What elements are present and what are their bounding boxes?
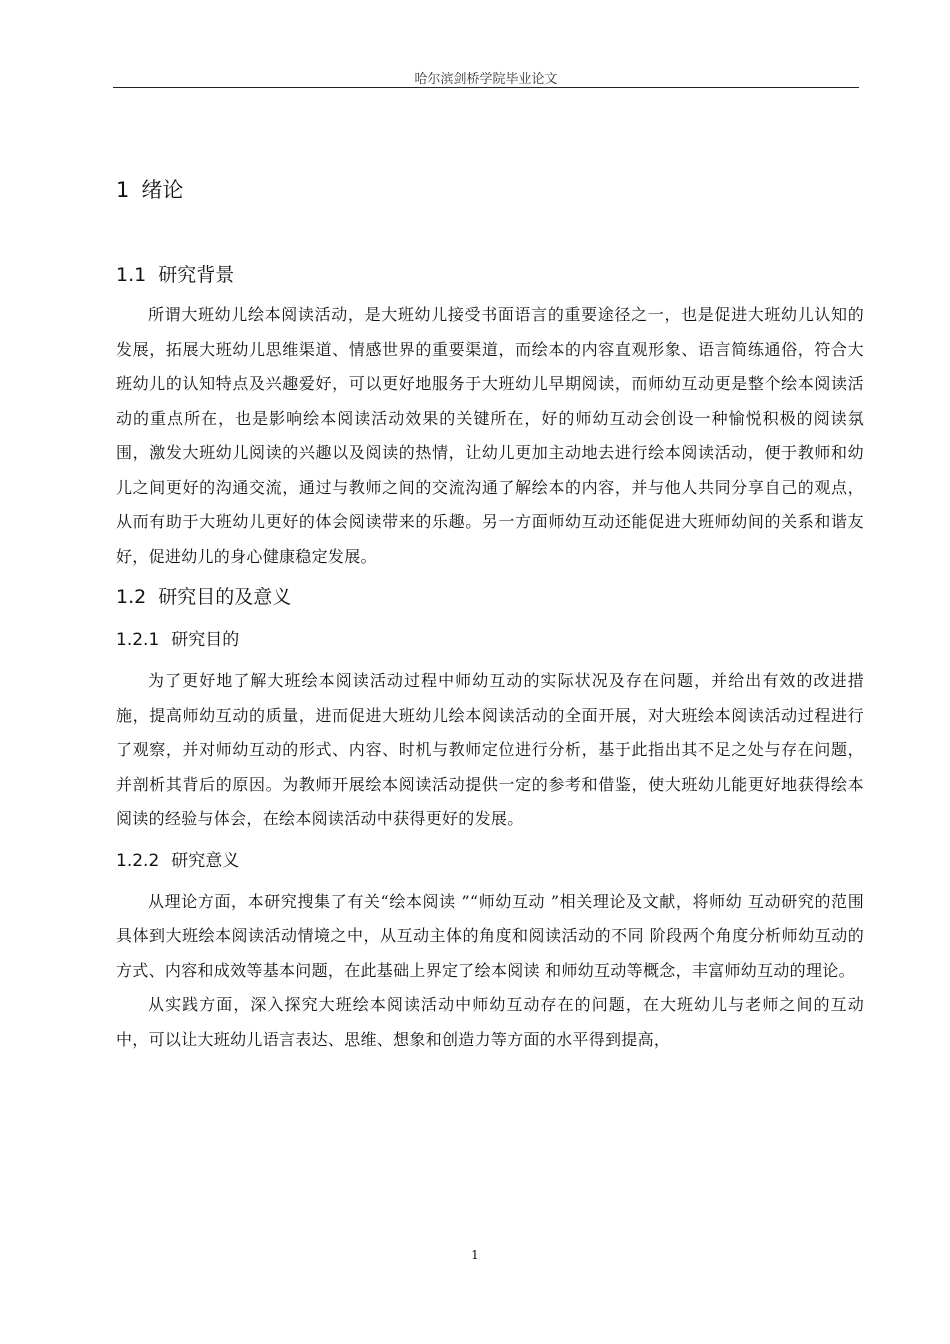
page-body xyxy=(116,170,864,1057)
body-paragraph: 所谓大班幼儿绘本阅读活动，是大班幼儿接受书面语言的重要途径之一，也是促进大班幼儿认知的发展，拓展大班幼儿思维渠道、情感世界的重要渠道，而绘本的内容直观形象、语言简练通俗，符合大班幼儿的认知特点及兴趣爱好，可以更好地服务于大班幼儿早期阅读，而师幼互动更是整个绘本阅读活动的重点所在，也是影响绘本阅读活动效果的关键所在，好的师幼互动会创设一种愉悦积极的阅读氛围，激发大班幼儿阅读的兴趣以及阅读的热情，让幼儿更加主动地去进行绘本阅读活动，便于教师和幼儿之间更好的沟通交流，通过与教师之间的交流沟通了解绘本的内容，并与他人共同分享自己的观点，从而有助于大班幼儿更好的体会阅读带来的乐趣。另一方面师幼互动还能促进大班师幼间的关系和谐友好，促进幼儿的身心健康稳定发展。 xyxy=(116,305,864,566)
chapter-heading xyxy=(116,170,864,210)
subsection-number: 1.2.2 xyxy=(116,850,160,871)
page-number: 1 xyxy=(471,1248,479,1262)
body-paragraph: 从理论方面，本研究搜集了有关“绘本阅读 ”“师幼互动 ”相关理论及文献，将师幼 互动研究的范围具体到大班绘本阅读活动情境之中，从互动主体的角度和阅读活动的不同 阶段两个角度分析师幼互动的方式、内容和成效等基本问题，在此基础上界定了绘本阅读 和师幼互动等概念，丰富师幼互动的理论。 xyxy=(116,891,864,980)
section-number: 1.1 xyxy=(116,264,147,286)
section-heading-1-1 xyxy=(116,254,864,296)
header-rule xyxy=(113,87,859,88)
section-title: 研究背景 xyxy=(158,264,235,286)
chapter-number: 1 xyxy=(116,178,130,202)
subsection-title: 研究目的 xyxy=(171,630,240,650)
running-header: 哈尔滨剑桥学院毕业论文 xyxy=(414,72,558,87)
subsection-heading-1-2-1 xyxy=(116,620,864,660)
subsection-title: 研究意义 xyxy=(171,850,240,871)
section-heading-1-2 xyxy=(116,576,864,618)
section-number: 1.2 xyxy=(116,586,147,608)
body-paragraph: 为了更好地了解大班绘本阅读活动过程中师幼互动的实际状况及存在问题，并给出有效的改进措施，提高师幼互动的质量，进而促进大班幼儿绘本阅读活动的全面开展，对大班绘本阅读活动过程进行了观察，并对师幼互动的形式、内容、时机与教师定位进行分析，基于此指出其不足之处与存在问题，并剖析其背后的原因。为教师开展绘本阅读活动提供一定的参考和借鉴，使大班幼儿能更好地获得绘本阅读的经验与体会，在绘本阅读活动中获得更好的发展。 xyxy=(116,671,864,828)
section-title: 研究目的及意义 xyxy=(158,586,292,608)
body-paragraph: 从实践方面，深入探究大班绘本阅读活动中师幼互动存在的问题，在大班幼儿与老师之间的互动中，可以让大班幼儿语言表达、思维、想象和创造力等方面的水平得到提高， xyxy=(116,995,864,1049)
chapter-title: 绪论 xyxy=(141,178,184,202)
subsection-number: 1.2.1 xyxy=(116,630,160,650)
subsection-heading-1-2-2 xyxy=(116,841,864,881)
